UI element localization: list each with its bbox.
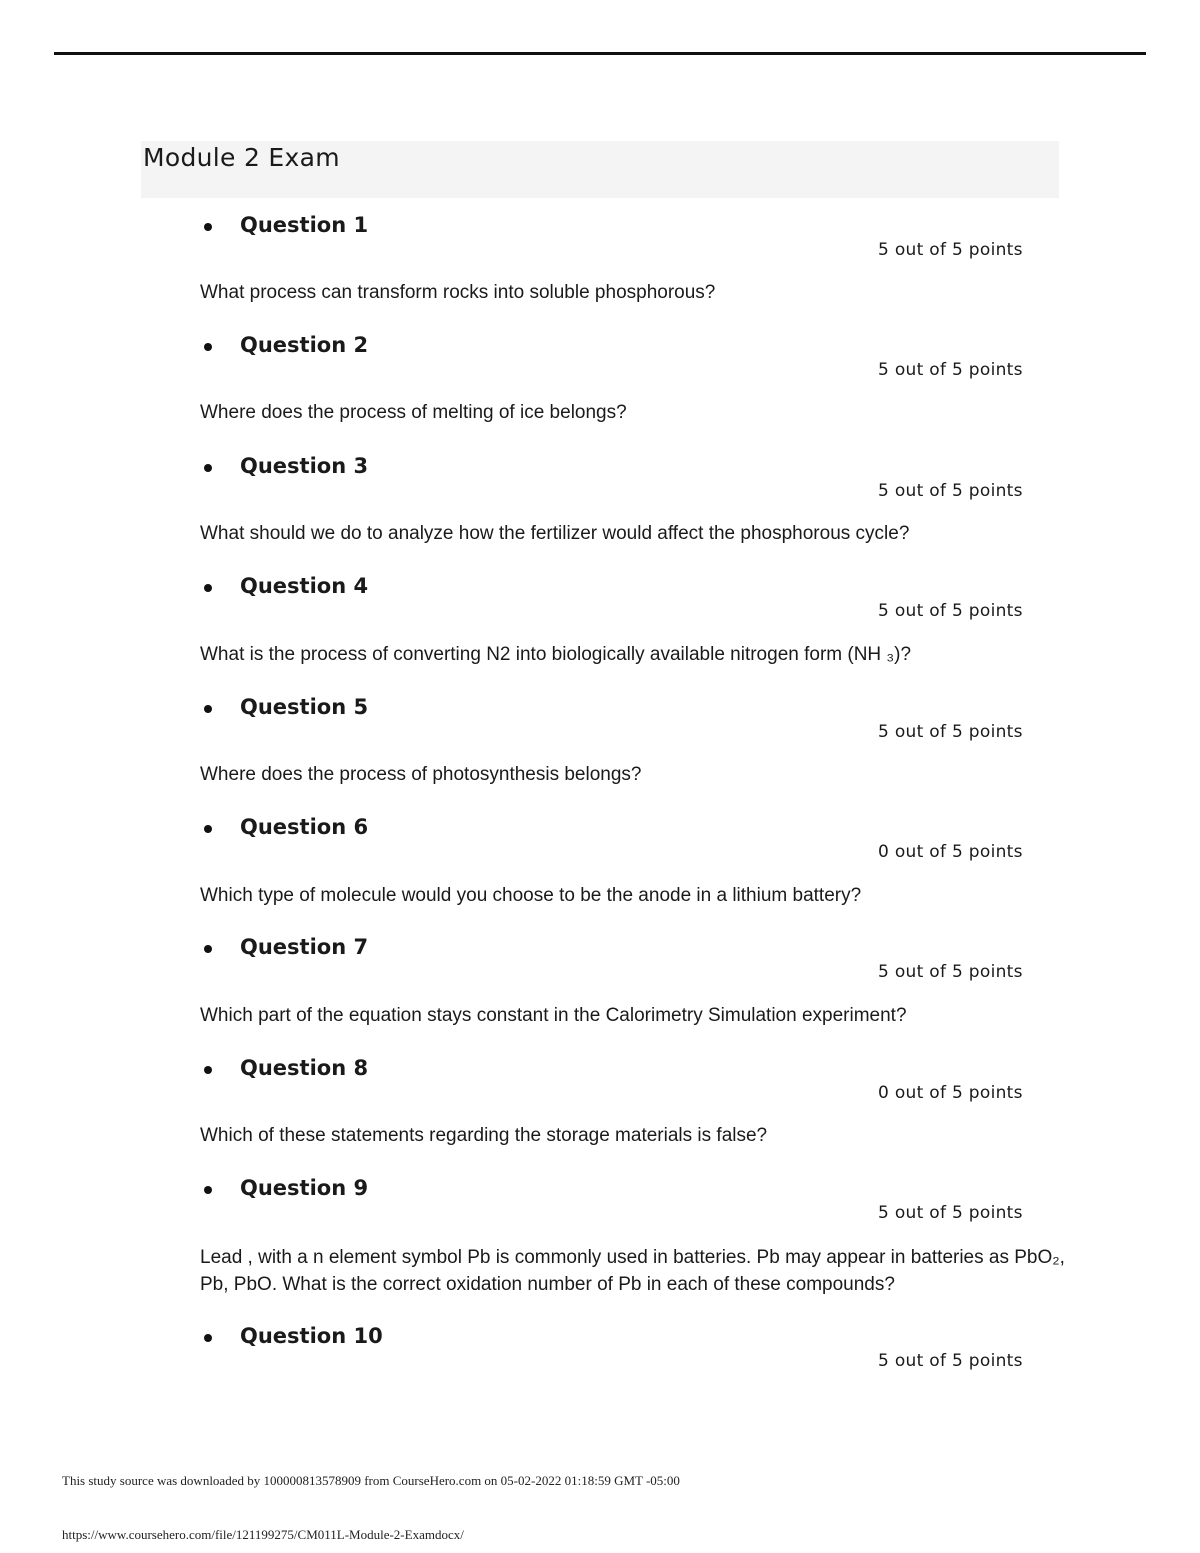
bullet-icon <box>204 343 212 351</box>
bullet-icon <box>204 464 212 472</box>
question-title: Question 2 <box>240 333 369 357</box>
question-title: Question 5 <box>240 695 369 719</box>
question-points: 5 out of 5 points <box>878 962 1023 982</box>
question-points: 5 out of 5 points <box>878 1351 1023 1371</box>
question-points: 5 out of 5 points <box>878 601 1023 621</box>
question-text: What should we do to analyze how the fertilizer would affect the phosphorous cycle? <box>200 523 910 544</box>
question-text: Where does the process of melting of ice belongs? <box>200 402 627 423</box>
bullet-icon <box>204 223 212 231</box>
page-title: Module 2 Exam <box>143 143 340 172</box>
question-points: 5 out of 5 points <box>878 360 1023 380</box>
question-title: Question 10 <box>240 1324 383 1348</box>
question-text: What process can transform rocks into soluble phosphorous? <box>200 282 716 303</box>
question-text: Which of these statements regarding the storage materials is false? <box>200 1125 768 1146</box>
top-rule <box>54 52 1146 55</box>
question-text: Where does the process of photosynthesis belongs? <box>200 764 642 785</box>
question-title: Question 3 <box>240 454 369 478</box>
bullet-icon <box>204 584 212 592</box>
question-title: Question 7 <box>240 935 369 959</box>
question-points: 0 out of 5 points <box>878 842 1023 862</box>
title-bar <box>141 141 1059 198</box>
question-text: Which type of molecule would you choose to be the anode in a lithium battery? <box>200 885 862 906</box>
question-title: Question 1 <box>240 213 369 237</box>
question-text: Which part of the equation stays constant in the Calorimetry Simulation experiment? <box>200 1005 907 1026</box>
source-url[interactable]: https://www.coursehero.com/file/121199275/CM011L-Module-2-Examdocx/ <box>62 1527 464 1542</box>
question-points: 5 out of 5 points <box>878 722 1023 742</box>
question-title: Question 4 <box>240 574 369 598</box>
question-points: 5 out of 5 points <box>878 240 1023 260</box>
question-points: 0 out of 5 points <box>878 1083 1023 1103</box>
bullet-icon <box>204 1066 212 1074</box>
question-points: 5 out of 5 points <box>878 1203 1023 1223</box>
question-title: Question 8 <box>240 1056 369 1080</box>
question-text: Lead , with a n element symbol Pb is commonly used in batteries. Pb may appear in batteries as PbO₂, Pb, PbO. What is the correct oxidation number of Pb in each of these compounds? <box>200 1247 1065 1295</box>
question-text: What is the process of converting N2 into biologically available nitrogen form (NH ₃)? <box>200 644 912 665</box>
question-title: Question 6 <box>240 815 369 839</box>
bullet-icon <box>204 705 212 713</box>
bullet-icon <box>204 1186 212 1194</box>
question-points: 5 out of 5 points <box>878 481 1023 501</box>
download-notice: This study source was downloaded by 100000813578909 from CourseHero.com on 05-02-2022 01:18:59 GMT -05:00 <box>62 1473 680 1488</box>
bullet-icon <box>204 825 212 833</box>
bullet-icon <box>204 945 212 953</box>
question-title: Question 9 <box>240 1176 369 1200</box>
bullet-icon <box>204 1334 212 1342</box>
